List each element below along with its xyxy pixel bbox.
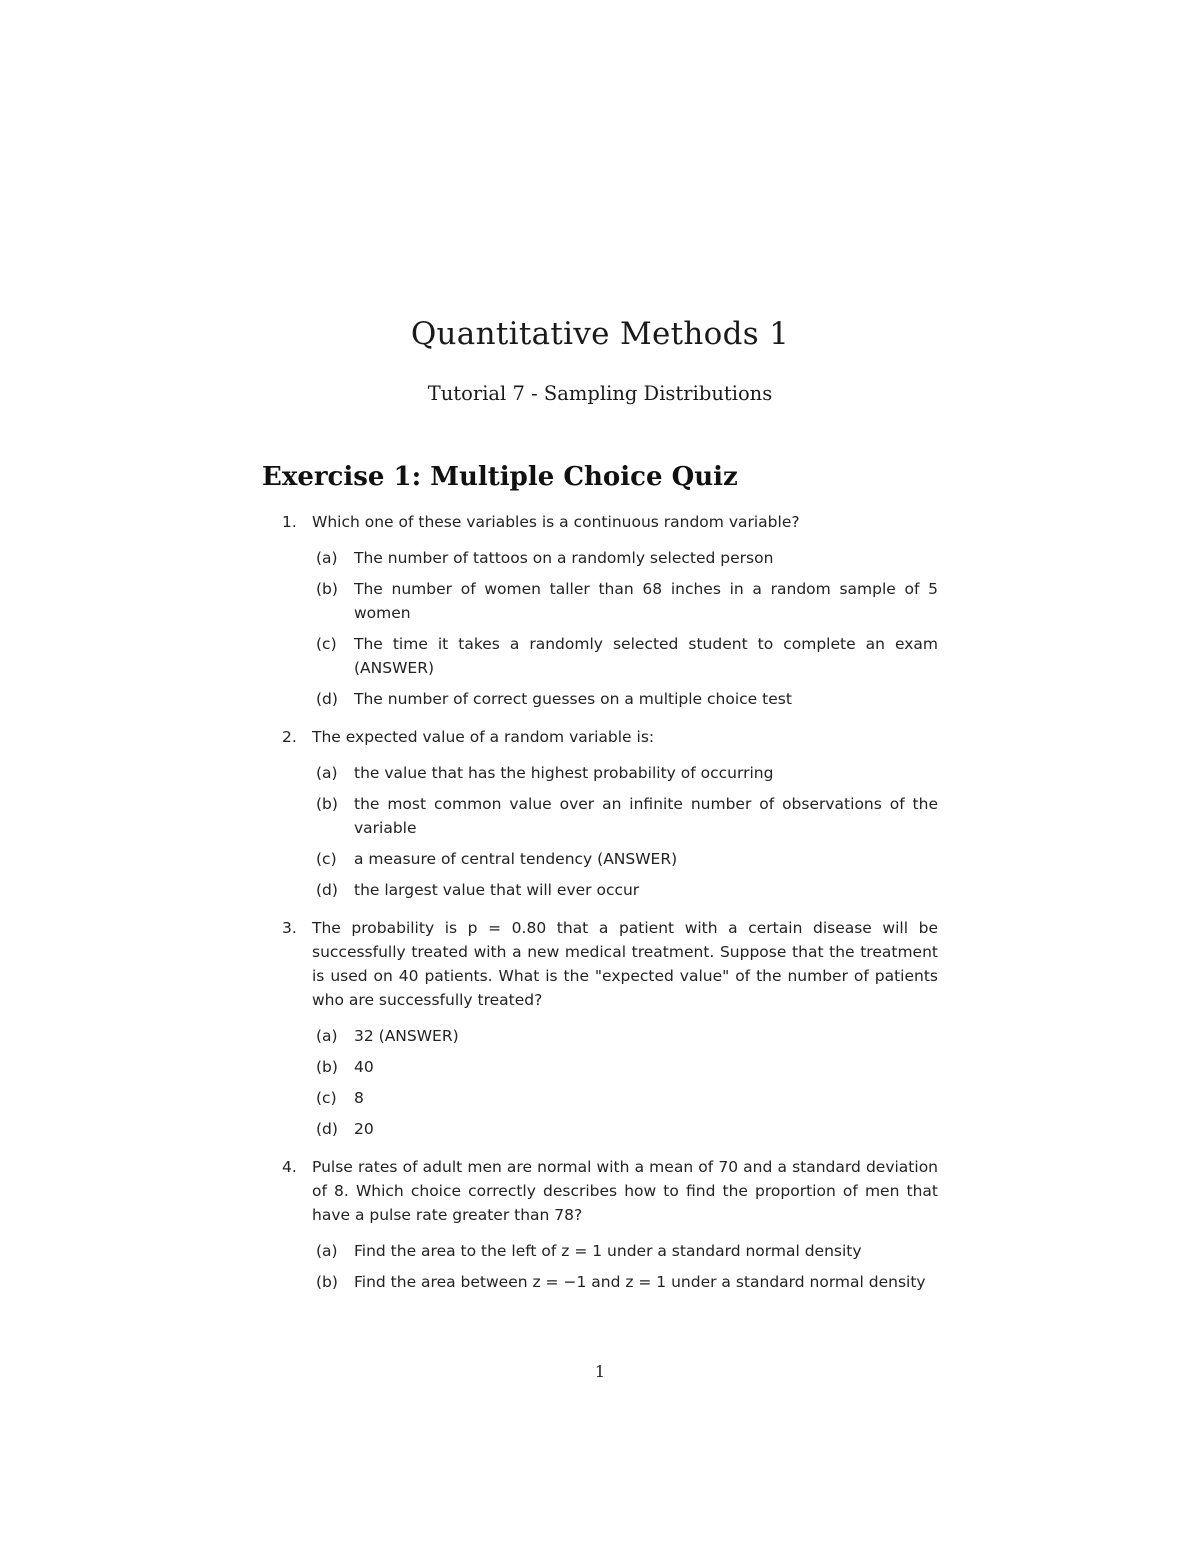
option-a	[312, 1239, 938, 1263]
option-label: (c)	[316, 635, 337, 653]
option-text: the value that has the highest probability of occurring	[354, 764, 774, 782]
option-label: (d)	[316, 1120, 338, 1138]
question-text: Which one of these variables is a continuous random variable?	[312, 513, 800, 531]
option-text: a measure of central tendency (ANSWER)	[354, 850, 678, 868]
option-b	[312, 1270, 938, 1294]
option-list	[312, 1024, 938, 1141]
question-number: 2.	[282, 728, 297, 746]
question-4	[262, 1155, 938, 1294]
option-a	[312, 546, 938, 570]
option-text: The number of tattoos on a randomly selected person	[354, 549, 774, 567]
option-label: (a)	[316, 1242, 338, 1260]
option-label: (b)	[316, 795, 338, 813]
option-a	[312, 761, 938, 785]
question-3	[262, 916, 938, 1141]
option-text: the largest value that will ever occur	[354, 881, 640, 899]
option-b	[312, 1055, 938, 1079]
option-d	[312, 687, 938, 711]
option-b	[312, 577, 938, 625]
option-text: The time it takes a randomly selected student to complete an exam (ANSWER)	[354, 635, 938, 677]
option-d	[312, 878, 938, 902]
option-c	[312, 1086, 938, 1110]
question-list	[262, 510, 938, 1308]
option-text: 8	[354, 1089, 364, 1107]
option-label: (b)	[316, 1273, 338, 1291]
option-b	[312, 792, 938, 840]
option-label: (c)	[316, 850, 337, 868]
option-label: (b)	[316, 1058, 338, 1076]
option-label: (d)	[316, 881, 338, 899]
page-number: 1	[594, 1362, 606, 1381]
option-text: The number of correct guesses on a multiple choice test	[354, 690, 792, 708]
section-heading: Exercise 1: Multiple Choice Quiz	[262, 462, 738, 492]
question-number: 3.	[282, 919, 297, 937]
option-a	[312, 1024, 938, 1048]
option-label: (b)	[316, 580, 338, 598]
question-1	[262, 510, 938, 711]
option-label: (a)	[316, 1027, 338, 1045]
document-subtitle: Tutorial 7 - Sampling Distributions	[427, 382, 773, 405]
option-label: (a)	[316, 764, 338, 782]
option-text: the most common value over an infinite number of observations of the variable	[354, 795, 938, 837]
option-list	[312, 761, 938, 902]
option-c	[312, 847, 938, 871]
option-label: (d)	[316, 690, 338, 708]
option-text: 20	[354, 1120, 374, 1138]
option-text: 40	[354, 1058, 374, 1076]
question-number: 1.	[282, 513, 297, 531]
option-text: The number of women taller than 68 inches in a random sample of 5 women	[354, 580, 938, 622]
document-title: Quantitative Methods 1	[410, 316, 790, 352]
question-text: Pulse rates of adult men are normal with a mean of 70 and a standard deviation of 8. Which choice correctly describes how to find the proportion of men that have a pulse rate greater than 78?	[312, 1158, 938, 1224]
question-2	[262, 725, 938, 902]
option-list	[312, 546, 938, 711]
option-list	[312, 1239, 938, 1294]
option-text: 32 (ANSWER)	[354, 1027, 459, 1045]
option-text: Find the area to the left of z = 1 under a standard normal density	[354, 1242, 862, 1260]
option-d	[312, 1117, 938, 1141]
question-number: 4.	[282, 1158, 297, 1176]
option-label: (c)	[316, 1089, 337, 1107]
question-text: The expected value of a random variable is:	[312, 728, 655, 746]
question-text: The probability is p = 0.80 that a patient with a certain disease will be successfully treated with a new medical treatment. Suppose that the treatment is used on 40 patients. What is the "expected value" of the number of patients who are successfully treated?	[312, 919, 938, 1009]
option-c	[312, 632, 938, 680]
option-label: (a)	[316, 549, 338, 567]
option-text: Find the area between z = −1 and z = 1 under a standard normal density	[354, 1273, 926, 1291]
